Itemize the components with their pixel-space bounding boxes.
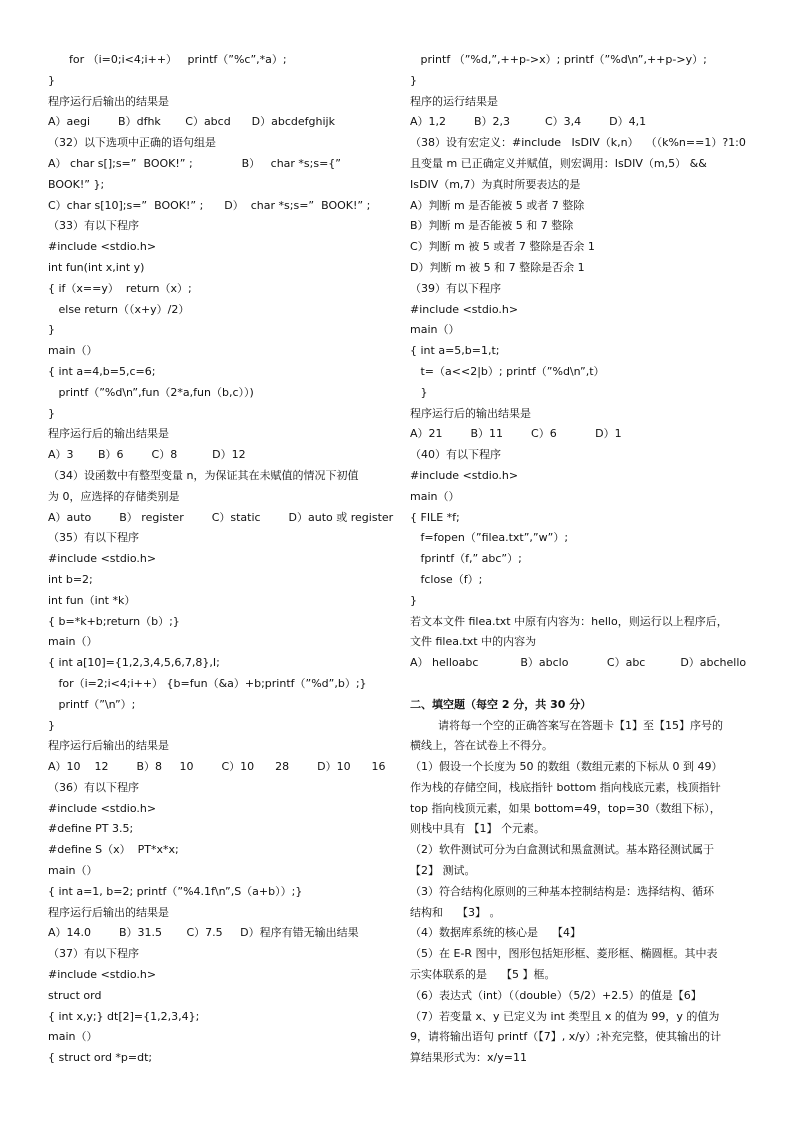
section-spacer [410,674,774,695]
fill-blank-line-9: （3）符合结构化原则的三种基本控制结构是：选择结构、循环 [410,884,714,898]
left-text-line-36: （36）有以下程序 [48,780,139,794]
fill-blank-line-16: 9，请将输出语句 printf（【7】, x/y）;补充完整，使其输出的计 [410,1030,722,1044]
right-text-line-25: fprintf（f,” abc”）; [410,552,522,566]
fill-blank-line-17: 算结果形式为：x/y=11 [410,1051,527,1065]
left-text-line-42: 程序运行后输出的结果是 [48,905,169,919]
right-text-line-3: 程序的运行结果是 [410,94,498,108]
right-text-line-11: D）判断 m 被 5 和 7 整除是否余 1 [410,260,585,274]
left-text-line-13: else return（（x+y）/2） [48,302,190,316]
fill-blank-line-8: 【2】 测试。 [410,864,476,878]
right-text-line-26: fclose（f）; [410,572,483,586]
right-text-line-19: A）21 B）11 C）6 D）1 [410,427,622,441]
left-text-line-35: A）10 12 B）8 10 C）10 28 D）10 16 [48,760,386,774]
right-text-line-27: } [410,593,417,607]
right-text-line-24: f=fopen（”filea.txt”,”w”）; [410,531,569,545]
fill-blank-line-11: （4）数据库系统的核心是 【4】 [410,926,581,940]
left-text-line-33: } [48,718,55,732]
right-text-line-14: main（） [410,323,460,337]
left-text-line-1: for （i=0;i<4;i++） printf（”%c”,*a）; [48,53,287,66]
left-text-line-24: （35）有以下程序 [48,531,139,545]
left-text-line-49: { struct ord *p=dt; [48,1051,153,1065]
right-text-line-9: B）判断 m 是否能被 5 和 7 整除 [410,219,574,233]
right-text-line-29: 文件 filea.txt 中的内容为 [410,635,537,649]
left-text-line-23: A）auto B） register C）static D）auto 或 register [48,510,394,524]
right-text-line-16: t=（a<<2|b）; printf（”%d\n”,t） [410,364,605,378]
left-text-line-43: A）14.0 B）31.5 C）7.5 D）程序有错无输出结果 [48,926,359,940]
right-text-line-8: A）判断 m 是否能被 5 或者 7 整除 [410,198,585,212]
fill-blank-line-7: （2）软件测试可分为白盒测试和黑盒测试。基本路径测试属于 [410,843,714,857]
left-text-line-34: 程序运行后输出的结果是 [48,739,169,753]
right-text-line-18: 程序运行后的输出结果是 [410,406,531,420]
left-text-line-14: } [48,323,55,337]
left-text-line-21: （34）设函数中有整型变量 n，为保证其在未赋值的情况下初值 [48,468,359,482]
left-text-line-41: { int a=1, b=2; printf（”%4.1f\n”,S（a+b））;} [48,884,303,898]
left-text-line-48: main（） [48,1030,98,1044]
left-text-line-2: } [48,73,55,87]
right-text-line-22: main（） [410,489,460,503]
left-text-line-5: （32）以下选项中正确的语句组是 [48,136,216,150]
right-text-line-2: } [410,73,417,87]
fill-blank-line-12: （5）在 E-R 图中，图形包括矩形框、菱形框、椭圆框。其中表 [410,947,718,961]
fill-blank-line-6: 则栈中具有 【1】 个元素。 [410,822,545,836]
fill-blank-line-3: （1）假设一个长度为 50 的数组（数组元素的下标从 0 到 49） [410,760,723,774]
left-text-line-19: 程序运行后的输出结果是 [48,427,169,441]
left-text-line-29: main（） [48,635,98,649]
right-text-line-6: 且变量 m 已正确定义并赋值，则宏调用：IsDIV（m,5） && [410,156,707,170]
left-text-line-20: A）3 B）6 C）8 D）12 [48,448,246,462]
right-text-line-21: #include <stdio.h> [410,468,519,482]
right-text-line-13: #include <stdio.h> [410,302,519,316]
right-text-line-17: } [410,385,428,399]
right-text-line-4: A）1,2 B）2,3 C）3,4 D）4,1 [410,115,647,129]
left-column [48,50,400,1069]
left-text-line-40: main（） [48,864,98,878]
fill-blank-line-15: （7）若变量 x、y 已定义为 int 类型且 x 的值为 99，y 的值为 [410,1009,720,1023]
left-text-line-11: int fun(int x,int y) [48,260,145,274]
fill-blank-line-2: 横线上，答在试卷上不得分。 [410,739,553,753]
left-text-line-17: printf（”%d\n”,fun（2*a,fun（b,c））) [48,385,254,399]
left-text-line-18: } [48,406,55,420]
right-text-line-10: C）判断 m 被 5 或者 7 整除是否余 1 [410,240,595,254]
fill-blank-line-13: 示实体联系的是 【5 】框。 [410,968,556,982]
left-text-line-12: { if（x==y） return（x）; [48,281,192,295]
left-text-line-38: #define PT 3.5; [48,822,134,836]
left-text-line-31: for（i=2;i<4;i++） {b=fun（&a）+b;printf（”%d”,b）;} [48,676,367,690]
left-text-line-22: 为 0，应选择的存储类别是 [48,489,180,503]
left-text-line-28: { b=*k+b;return（b）;} [48,614,180,628]
left-text-line-32: printf（”\n”）; [48,697,136,711]
section-title: 二、填空题（每空 2 分，共 30 分） [410,697,592,711]
right-text-line-28: 若文本文件 filea.txt 中原有内容为：hello，则运行以上程序后， [410,614,728,628]
fill-blank-line-4: 作为栈的存储空间，栈底指针 bottom 指向栈底元素，栈顶指针 [410,780,721,794]
right-text-line-7: IsDIV（m,7）为真时所要表达的是 [410,177,581,191]
left-text-line-26: int b=2; [48,572,93,586]
fill-blank-line-14: （6）表达式（int）（（double）（5/2）+2.5）的值是【6】 [410,988,702,1002]
left-text-line-30: { int a[10]={1,2,3,4,5,6,7,8},I; [48,656,220,670]
fill-blank-line-5: top 指向栈顶元素，如果 bottom=49，top=30（数组下标）， [410,801,721,815]
left-text-line-3: 程序运行后输出的结果是 [48,94,169,108]
fill-blank-line-1: 请将每一个空的正确答案写在答题卡【1】至【15】序号的 [410,718,723,732]
left-text-line-45: #include <stdio.h> [48,968,157,982]
left-text-line-44: （37）有以下程序 [48,947,139,961]
right-text-line-12: （39）有以下程序 [410,281,501,295]
right-text-line-5: （38）设有宏定义：#include IsDIV（k,n） （（k%n==1）?1:0 [410,136,746,150]
left-text-line-7: BOOK!” }; [48,177,105,191]
left-text-line-37: #include <stdio.h> [48,801,157,815]
left-text-line-15: main（） [48,344,98,358]
fill-blank-line-10: 结构和 【3】 。 [410,905,501,919]
right-column [410,50,774,1069]
left-text-line-6: A） char s[];s=” BOOK!” ; B） char *s;s={” [48,156,342,170]
left-text-line-47: { int x,y;} dt[2]={1,2,3,4}; [48,1009,200,1023]
left-text-line-10: #include <stdio.h> [48,240,157,254]
left-text-line-9: （33）有以下程序 [48,219,139,233]
left-text-line-16: { int a=4,b=5,c=6; [48,364,156,378]
left-text-line-27: int fun（int *k） [48,593,136,607]
right-text-line-1: printf （”%d,”,++p->x）; printf（”%d\n”,++p->y）; [410,53,707,66]
left-text-line-8: C）char s[10];s=” BOOK!” ; D） char *s;s=” BOOK!” ; [48,198,371,212]
left-text-line-25: #include <stdio.h> [48,552,157,566]
right-text-line-15: { int a=5,b=1,t; [410,344,500,358]
right-text-line-30: A） helloabc B）abclo C）abc D）abchello [410,656,747,670]
left-text-line-46: struct ord [48,988,102,1002]
left-text-line-4: A）aegi B）dfhk C）abcd D）abcdefghijk [48,115,335,129]
right-text-line-23: { FILE *f; [410,510,460,524]
right-text-line-20: （40）有以下程序 [410,448,501,462]
left-text-line-39: #define S（x） PT*x*x; [48,843,179,857]
